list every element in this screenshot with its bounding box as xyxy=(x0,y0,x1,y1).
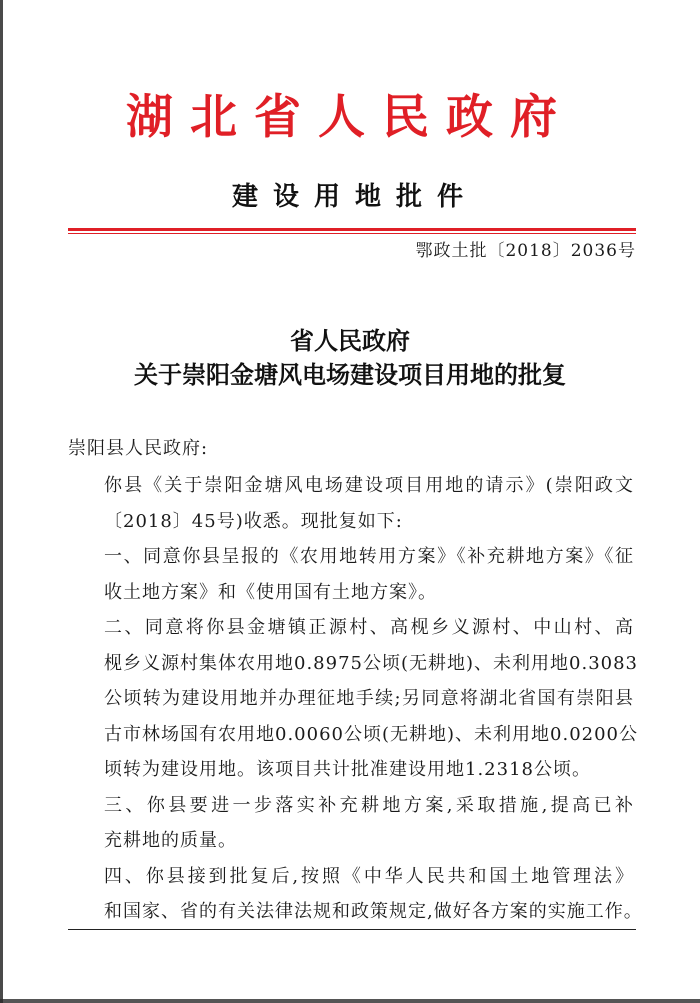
document-type: 建设用地批件 xyxy=(231,182,478,212)
body-text xyxy=(68,468,643,930)
scan-edge-left xyxy=(0,0,3,1003)
paragraph-line: 二、同意将你县金塘镇正源村、高枧乡义源村、中山村、高 xyxy=(104,617,634,638)
header-red-rule-thin xyxy=(68,233,636,234)
paragraph-line: 充耕地的质量。 xyxy=(104,830,237,851)
paragraph-line: 三、你县要进一步落实补充耕地方案,采取措施,提高已补 xyxy=(104,794,634,816)
paragraph-line: 四、你县接到批复后,按照《中华人民共和国土地管理法》 xyxy=(104,865,634,887)
paragraph-item-1 xyxy=(68,539,634,610)
paragraph-item-2 xyxy=(68,610,639,788)
paragraph-line: 古市林场国有农用地0.0060公顷(无耕地)、未利用地0.0200公 xyxy=(104,723,639,745)
header-red-rule-thick xyxy=(68,228,636,231)
addressee: 崇阳县人民政府: xyxy=(68,438,209,459)
paragraph-line: 枧乡义源村集体农用地0.8975公顷(无耕地)、未利用地0.3083 xyxy=(104,652,639,674)
document-number: 鄂政土批〔2018〕2036号 xyxy=(415,241,636,261)
scan-edge-bottom xyxy=(0,999,700,1003)
paragraph-item-3 xyxy=(68,788,634,859)
paragraph-line: 公顷转为建设用地并办理征地手续;另同意将湖北省国有崇阳县 xyxy=(104,688,634,709)
paragraph-line: 收土地方案》和《使用国有土地方案》。 xyxy=(104,581,437,603)
paragraph-line: 一、同意你县呈报的《农用地转用方案》《补充耕地方案》《征 xyxy=(104,546,634,567)
title-line-2: 关于崇阳金塘风电场建设项目用地的批复 xyxy=(134,360,566,389)
paragraph-line: 〔2018〕45号)收悉。现批复如下: xyxy=(104,510,403,532)
paragraph-line: 顷转为建设用地。该项目共计批准建设用地1.2318公顷。 xyxy=(104,759,591,780)
title-line-1: 省人民政府 xyxy=(290,326,410,355)
paragraph-line: 你县《关于崇阳金塘风电场建设项目用地的请示》(崇阳政文 xyxy=(104,475,634,496)
paragraph-line: 和国家、省的有关法律法规和政策规定,做好各方案的实施工作。 xyxy=(104,901,643,922)
paragraph-item-4 xyxy=(68,859,643,930)
issuer-heading: 湖北省人民政府 xyxy=(126,90,574,145)
paragraph-receipt xyxy=(68,468,634,539)
footer-rule xyxy=(68,929,636,930)
